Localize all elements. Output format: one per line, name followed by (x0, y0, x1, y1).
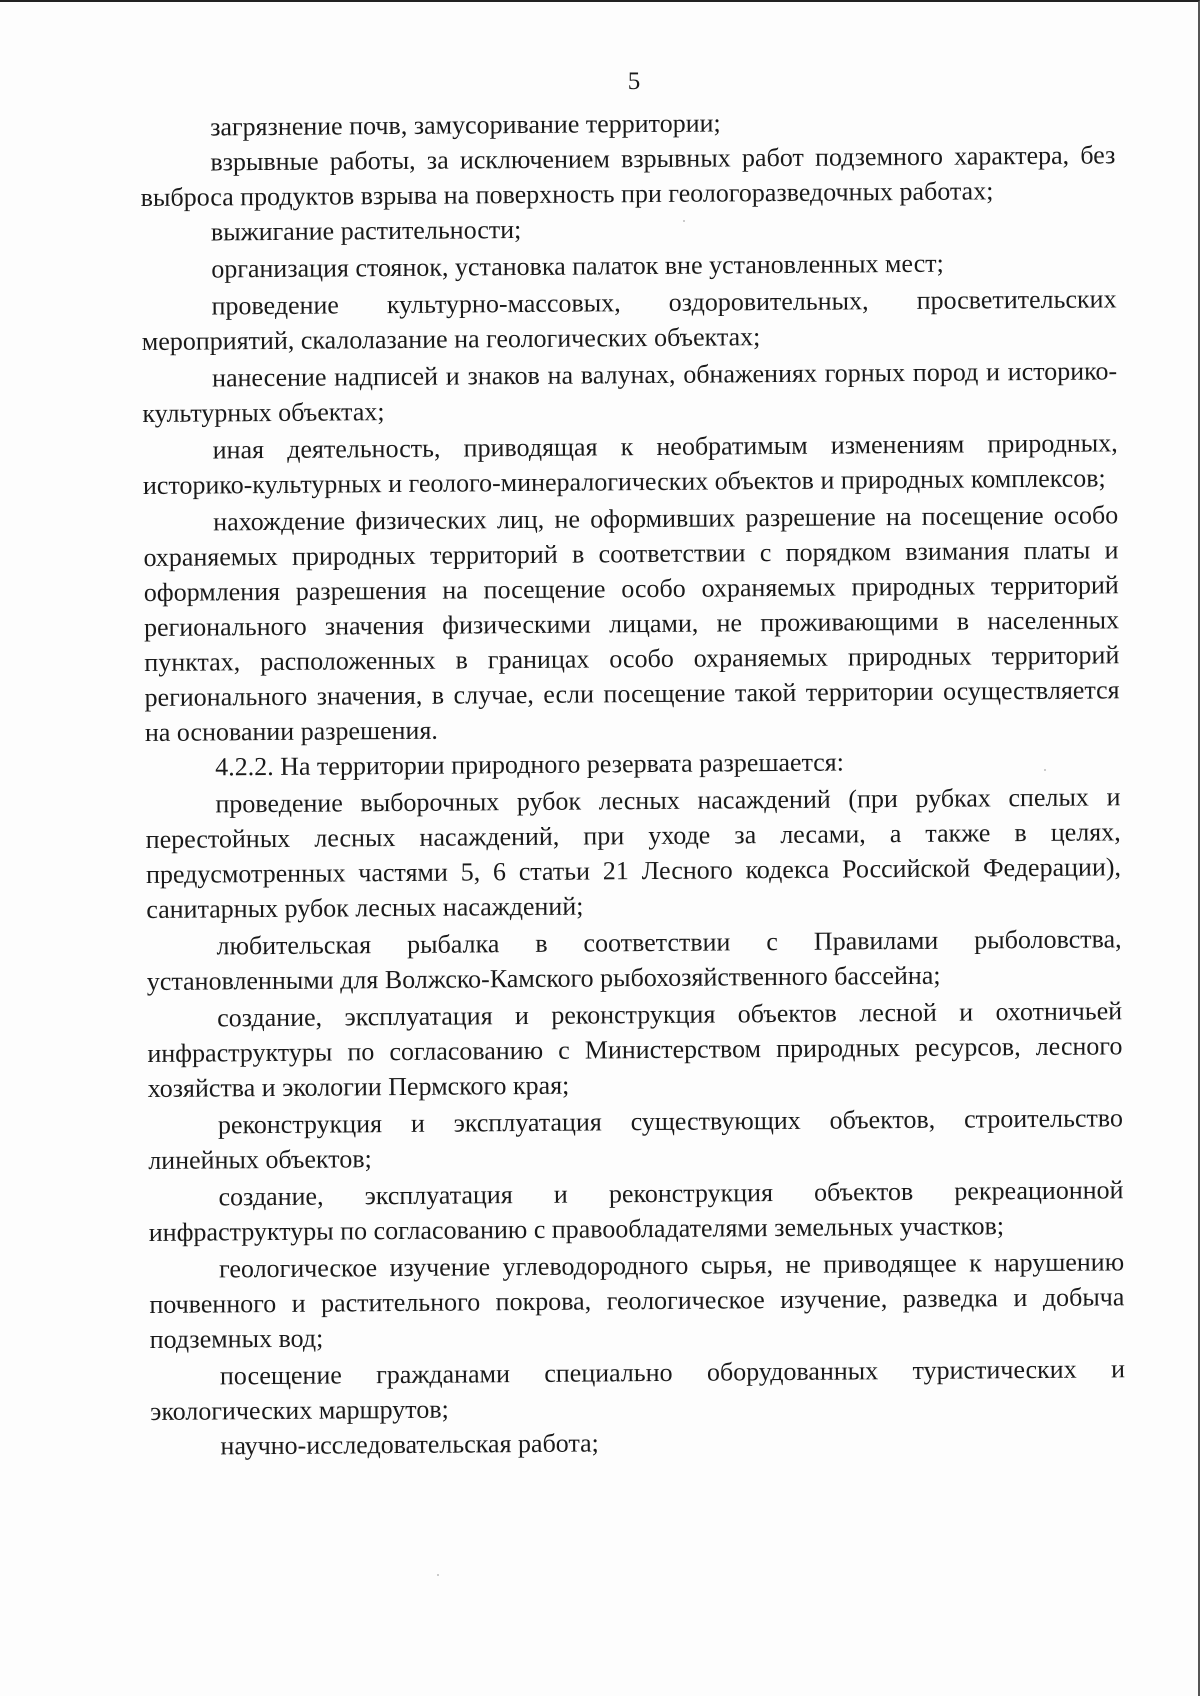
paragraph-10: проведение выборочных рубок лесных насаждений (при рубках спелых и перестойных лесных насаждений, при уходе за лесами, а также в целях, предусмотренных частями 5, 6 статьи 21 Лесного кодекса Российской Федерации), санитарных рубок лесных насаждений; (145, 782, 1122, 924)
paragraph-7: иная деятельность, приводящая к необратимым изменениям природных, историко-культурных и геолого-минералогических объектов и природных комплексов; (142, 428, 1118, 500)
scan-speck (1044, 769, 1046, 771)
paragraph-17: научно-исследовательская работа; (220, 1428, 599, 1461)
paragraph-8: нахождение физических лиц, не оформивших разрешение на посещение особо охраняемых природных территорий в соответствии с порядком взимания платы и оформления разрешения на посещение особо охраняемых природных территорий регионального значения физическими лицами, не проживающими в населенных пунктах, расположенных в границах особо охраняемых природных территорий регионального значения, в случае, если посещение такой территории осуществляется на основании разрешения. (143, 500, 1120, 747)
page-number: 5 (627, 68, 641, 95)
paragraph-3: выжигание растительности; (210, 215, 522, 247)
paragraph-11: любительская рыбалка в соответствии с Правилами рыболовства, установленными для Волжско-Камского рыбохозяйственного бассейна; (146, 924, 1122, 996)
paragraph-16: посещение гражданами специально оборудованных туристических и экологических маршрутов; (150, 1354, 1126, 1426)
paragraph-12: создание, эксплуатация и реконструкция объектов лесной и охотничьей инфраструктуры по согласованию с Министерством природных ресурсов, лесного хозяйства и экологии Пермского края; (147, 996, 1123, 1103)
paragraph-13: реконструкция и эксплуатация существующих объектов, строительство линейных объектов; (148, 1103, 1124, 1175)
paragraph-9: 4.2.2. На территории природного резервата разрешается: (215, 747, 845, 782)
paragraph-2: взрывные работы, за исключением взрывных работ подземного характера, без выброса продуктов взрыва на поверхность при геологоразведочных работах; (140, 140, 1116, 212)
paragraph-1: загрязнение почв, замусоривание территории; (210, 108, 721, 142)
paragraph-4: организация стоянок, установка палаток вне установленных мест; (211, 248, 944, 284)
scan-speck (437, 1574, 439, 1576)
paragraph-5: проведение культурно-массовых, оздоровительных, просветительских мероприятий, скалолазание на геологических объектах; (141, 284, 1117, 356)
scan-speck (683, 220, 685, 222)
body-text (140, 102, 1126, 1464)
paragraph-15: геологическое изучение углеводородного сырья, не приводящее к нарушению почвенного и растительного покрова, геологическое изучение, разведка и добыча подземных вод; (149, 1247, 1125, 1354)
paragraph-14: создание, эксплуатация и реконструкция объектов рекреационной инфраструктуры по согласованию с правообладателями земельных участков; (148, 1175, 1124, 1247)
paragraph-6: нанесение надписей и знаков на валунах, обнажениях горных пород и историко-культурных объектах; (142, 356, 1118, 428)
